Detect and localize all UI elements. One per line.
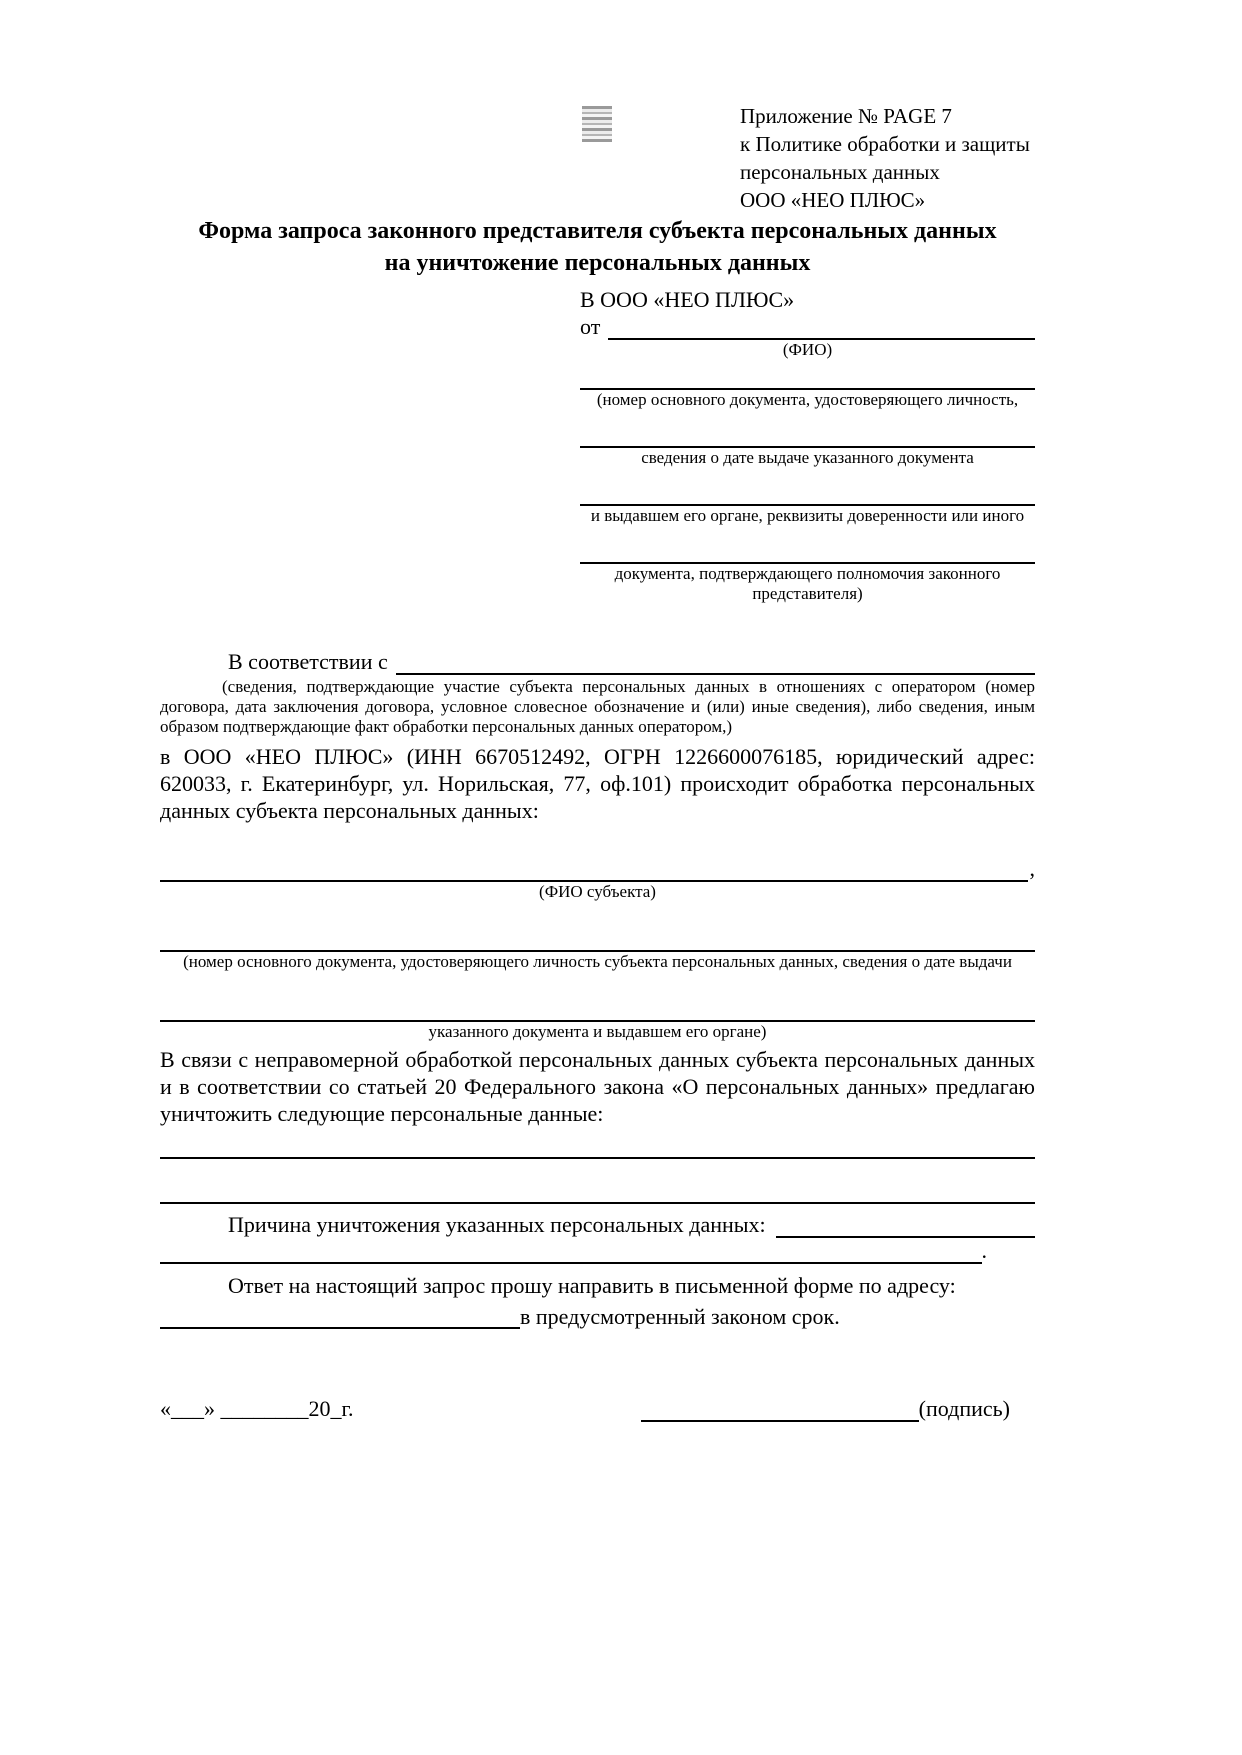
spacer bbox=[580, 410, 1035, 418]
reason-label: Причина уничтожения указанных персональных данных: bbox=[228, 1212, 766, 1237]
authority-document-blank-line bbox=[580, 534, 1035, 564]
reason-row bbox=[160, 1214, 1035, 1238]
reply-address-row bbox=[160, 1303, 1035, 1329]
doc-number-caption: (номер основного документа, удостоверяющего личность, bbox=[596, 390, 1019, 409]
reason-continuation-row bbox=[160, 1240, 987, 1264]
fio-caption: (ФИО) bbox=[782, 340, 833, 359]
field-code-artifact-icon bbox=[582, 106, 612, 142]
header-line-personal-data: персональных данных bbox=[740, 160, 940, 184]
subject-doc-blank-line-2 bbox=[160, 994, 1035, 1022]
reason-period: . bbox=[981, 1238, 987, 1263]
header-row bbox=[160, 0, 1035, 215]
issuing-authority-caption: и выдавшем его органе, реквизиты доверенности или иного bbox=[590, 506, 1025, 525]
doc-number-blank-line bbox=[580, 360, 1035, 390]
issuing-authority-blank-line bbox=[580, 476, 1035, 506]
addressee-block bbox=[580, 285, 1035, 604]
accordance-note: (сведения, подтверждающие участие субъекта персональных данных в отношениях с оператором (номер договора, дата заключения договора, условное словесное обозначение и (или) иные сведения), либо сведения, иным образом подтверждающие факт обработки персональных данных оператором,) bbox=[160, 677, 1035, 736]
subject-fio-row bbox=[160, 856, 1035, 882]
destroy-data-blank-line-2 bbox=[160, 1159, 1035, 1204]
subject-doc-caption-1: (номер основного документа, удостоверяющего личность субъекта персональных данных, сведения о дате выдачи bbox=[183, 952, 1012, 971]
reason-blank-line bbox=[776, 1236, 1035, 1238]
reply-suffix: в предусмотренный законом срок. bbox=[520, 1304, 840, 1329]
signature-caption: (подпись) bbox=[918, 1396, 1010, 1421]
spacer bbox=[160, 972, 1035, 994]
date-line: «___» ________20_г. bbox=[160, 1396, 354, 1421]
spacer bbox=[580, 526, 1035, 534]
accordance-blank-line bbox=[396, 673, 1035, 675]
issue-date-caption: сведения о дате выдаче указанного документа bbox=[641, 448, 974, 467]
subject-line-comma: , bbox=[1029, 856, 1035, 881]
reason-blank-line-2 bbox=[160, 1262, 982, 1264]
issue-date-blank-line bbox=[580, 418, 1035, 448]
header-line-company: ООО «НЕО ПЛЮС» bbox=[740, 188, 926, 212]
request-paragraph: В связи с неправомерной обработкой персональных данных субъекта персональных данных и в соответствии со статьей 20 Федерального закона «О персональных данных» предлагаю уничтожить следующие персональные данные: bbox=[160, 1047, 1035, 1126]
from-label: от bbox=[580, 314, 601, 339]
subject-doc-caption-2: указанного документа и выдавшем его органе) bbox=[428, 1022, 767, 1041]
spacer bbox=[580, 468, 1035, 476]
authority-document-caption: документа, подтверждающего полномочия законного представителя) bbox=[614, 564, 1001, 603]
reply-paragraph: Ответ на настоящий запрос прошу направить в письменной форме по адресу: bbox=[228, 1273, 956, 1298]
accordance-row bbox=[160, 650, 1035, 675]
subject-fio-caption: (ФИО субъекта) bbox=[539, 882, 656, 901]
operator-paragraph: в ООО «НЕО ПЛЮС» (ИНН 6670512492, ОГРН 1226600076185, юридический адрес: 620033, г. Екатеринбург, ул. Норильская, 77, оф.101) происходит обработка персональных данных субъекта персональных данных: bbox=[160, 744, 1035, 823]
destroy-data-blank-line-1 bbox=[160, 1127, 1035, 1159]
signature-blank-line bbox=[641, 1398, 919, 1422]
document-title bbox=[160, 215, 1035, 279]
subject-doc-blank-line-1 bbox=[160, 924, 1035, 952]
accordance-prefix: В соответствии с bbox=[228, 649, 388, 674]
reply-address-blank-line bbox=[160, 1327, 520, 1329]
title-line-2: на уничтожение персональных данных bbox=[384, 250, 811, 276]
from-row bbox=[580, 315, 1035, 340]
header-block bbox=[740, 102, 1030, 214]
footer-row bbox=[160, 1395, 1010, 1422]
signature-block bbox=[641, 1395, 1010, 1422]
header-line-appendix: Приложение № PAGE 7 bbox=[740, 104, 952, 128]
addressee-to-line: В ООО «НЕО ПЛЮС» bbox=[580, 287, 795, 312]
title-line-1: Форма запроса законного представителя субъекта персональных данных bbox=[198, 218, 997, 244]
spacer bbox=[160, 902, 1035, 924]
header-line-policy: к Политике обработки и защиты bbox=[740, 132, 1030, 156]
document-content bbox=[160, 0, 1035, 1422]
